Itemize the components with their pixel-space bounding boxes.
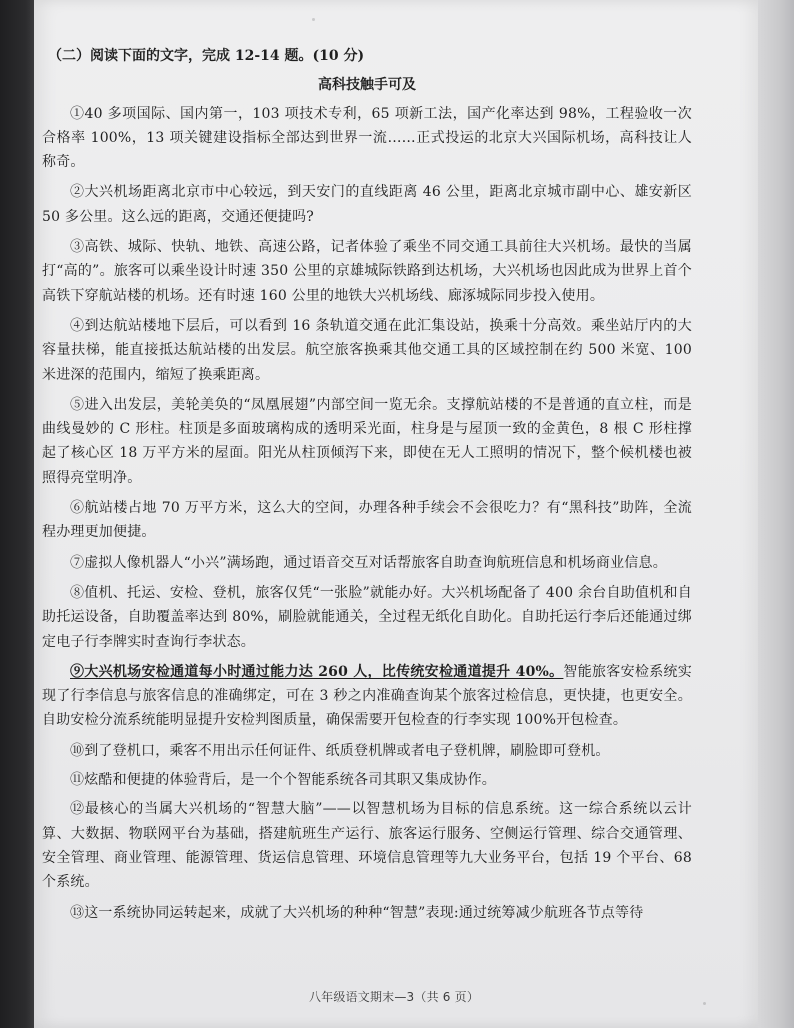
paragraph-7: ⑦虚拟人像机器人“小兴”满场跑，通过语音交互对话帮旅客自助查询航班信息和机场商业信息。 <box>70 554 667 571</box>
paragraph-9 <box>42 660 692 733</box>
paragraph-12: ⑫最核心的当属大兴机场的“智慧大脑”——以智慧机场为目标的信息系统。这一综合系统以云计算、大数据、物联网平台为基础，搭建航班生产运行、旅客运行服务、空侧运行管理、综合交通管理、安全管理、商业管理、能源管理、货运信息管理、环境信息管理等九大业务平台，包括 19 个平台、68 个系统。 <box>42 801 692 891</box>
paragraph-5: ⑤进入出发层，美轮美奂的“凤凰展翅”内部空间一览无余。支撑航站楼的不是普通的直立柱，而是曲线曼妙的 C 形柱。柱顶是多面玻璃构成的透明采光面，柱身是与屋顶一致的金黄色，8 根 C 形柱撑起了核心区 18 万平方米的屋面。阳光从柱顶倾泻下来，即使在无人工照明的情况下，整个候机楼也被照得亮堂明净。 <box>42 396 692 486</box>
paragraph-2: ②大兴机场距离北京市中心较远，到天安门的直线距离 46 公里，距离北京城市副中心、雄安新区 50 多公里。这么远的距离，交通还便捷吗? <box>42 184 692 225</box>
paragraph-9-rest: 智能旅客安检系统实现了行李信息与旅客信息的准确绑定，可在 3 秒之内准确查询某个旅客过检信息，更快捷，也更安全。自助安检分流系统能明显提升安检判图质量，确保需要开包检查的行李实现 100%开包检查。 <box>42 663 692 729</box>
paper-speck <box>312 18 315 21</box>
passage-title: 高科技触手可及 <box>318 77 416 94</box>
paragraph-3: ③高铁、城际、快轨、地铁、高速公路，记者体验了乘坐不同交通工具前往大兴机场。最快的当属打“高的”。旅客可以乘坐设计时速 350 公里的京雄城际铁路到达机场，大兴机场也因此成为世界上首个高铁下穿航站楼的机场。还有时速 160 公里的地铁大兴机场线、廊涿城际同步投入使用。 <box>42 239 692 304</box>
paragraph-4: ④到达航站楼地下层后，可以看到 16 条轨道交通在此汇集设站，换乘十分高效。乘坐站厅内的大容量扶梯，能直接抵达航站楼的出发层。航空旅客换乘其他交通工具的区域控制在约 500 米宽、100 米进深的范围内，缩短了换乘距离。 <box>42 317 692 383</box>
section-heading: （二）阅读下面的文字，完成 12-14 题。(10 分) <box>48 48 365 64</box>
paragraph-11: ⑪炫酷和便捷的体验背后，是一个个智能系统各司其职又集成协作。 <box>70 772 496 789</box>
paper-speck <box>703 1002 706 1005</box>
paper-right-edge <box>758 0 794 1028</box>
paragraph-6: ⑥航站楼占地 70 万平方米，这么大的空间，办理各种手续会不会很吃力？有“黑科技”助阵，全流程办理更加便捷。 <box>42 500 692 541</box>
reading-passage <box>42 44 692 931</box>
paragraph-8: ⑧值机、托运、安检、登机，旅客仅凭“一张脸”就能办好。大兴机场配备了 400 余台自助值机和自助托运设备，自助覆盖率达到 80%，刷脸就能通关，全过程无纸化自助化。自助托运行李后还能通过绑定电子行李牌实时查询行李状态。 <box>42 584 692 650</box>
paragraph-9-underlined-sentence: ⑨大兴机场安检通道每小时通过能力达 260 人，比传统安检通道提升 40%。 <box>70 663 564 680</box>
paragraph-1: ①40 多项国际、国内第一，103 项技术专利，65 项新工法，国产化率达到 98%，工程验收一次合格率 100%，13 项关键建设指标全部达到世界一流……正式投运的北京大兴国际机场，高科技让人称奇。 <box>42 105 692 171</box>
paragraph-13: ⑬这一系统协同运转起来，成就了大兴机场的种种“智慧”表现:通过统筹减少航班各节点等待 <box>70 904 644 921</box>
paragraph-10: ⑩到了登机口，乘客不用出示任何证件、纸质登机牌或者电子登机牌，刷脸即可登机。 <box>70 742 610 759</box>
page-footer: 八年级语文期末—3（共 6 页） <box>308 990 480 1004</box>
